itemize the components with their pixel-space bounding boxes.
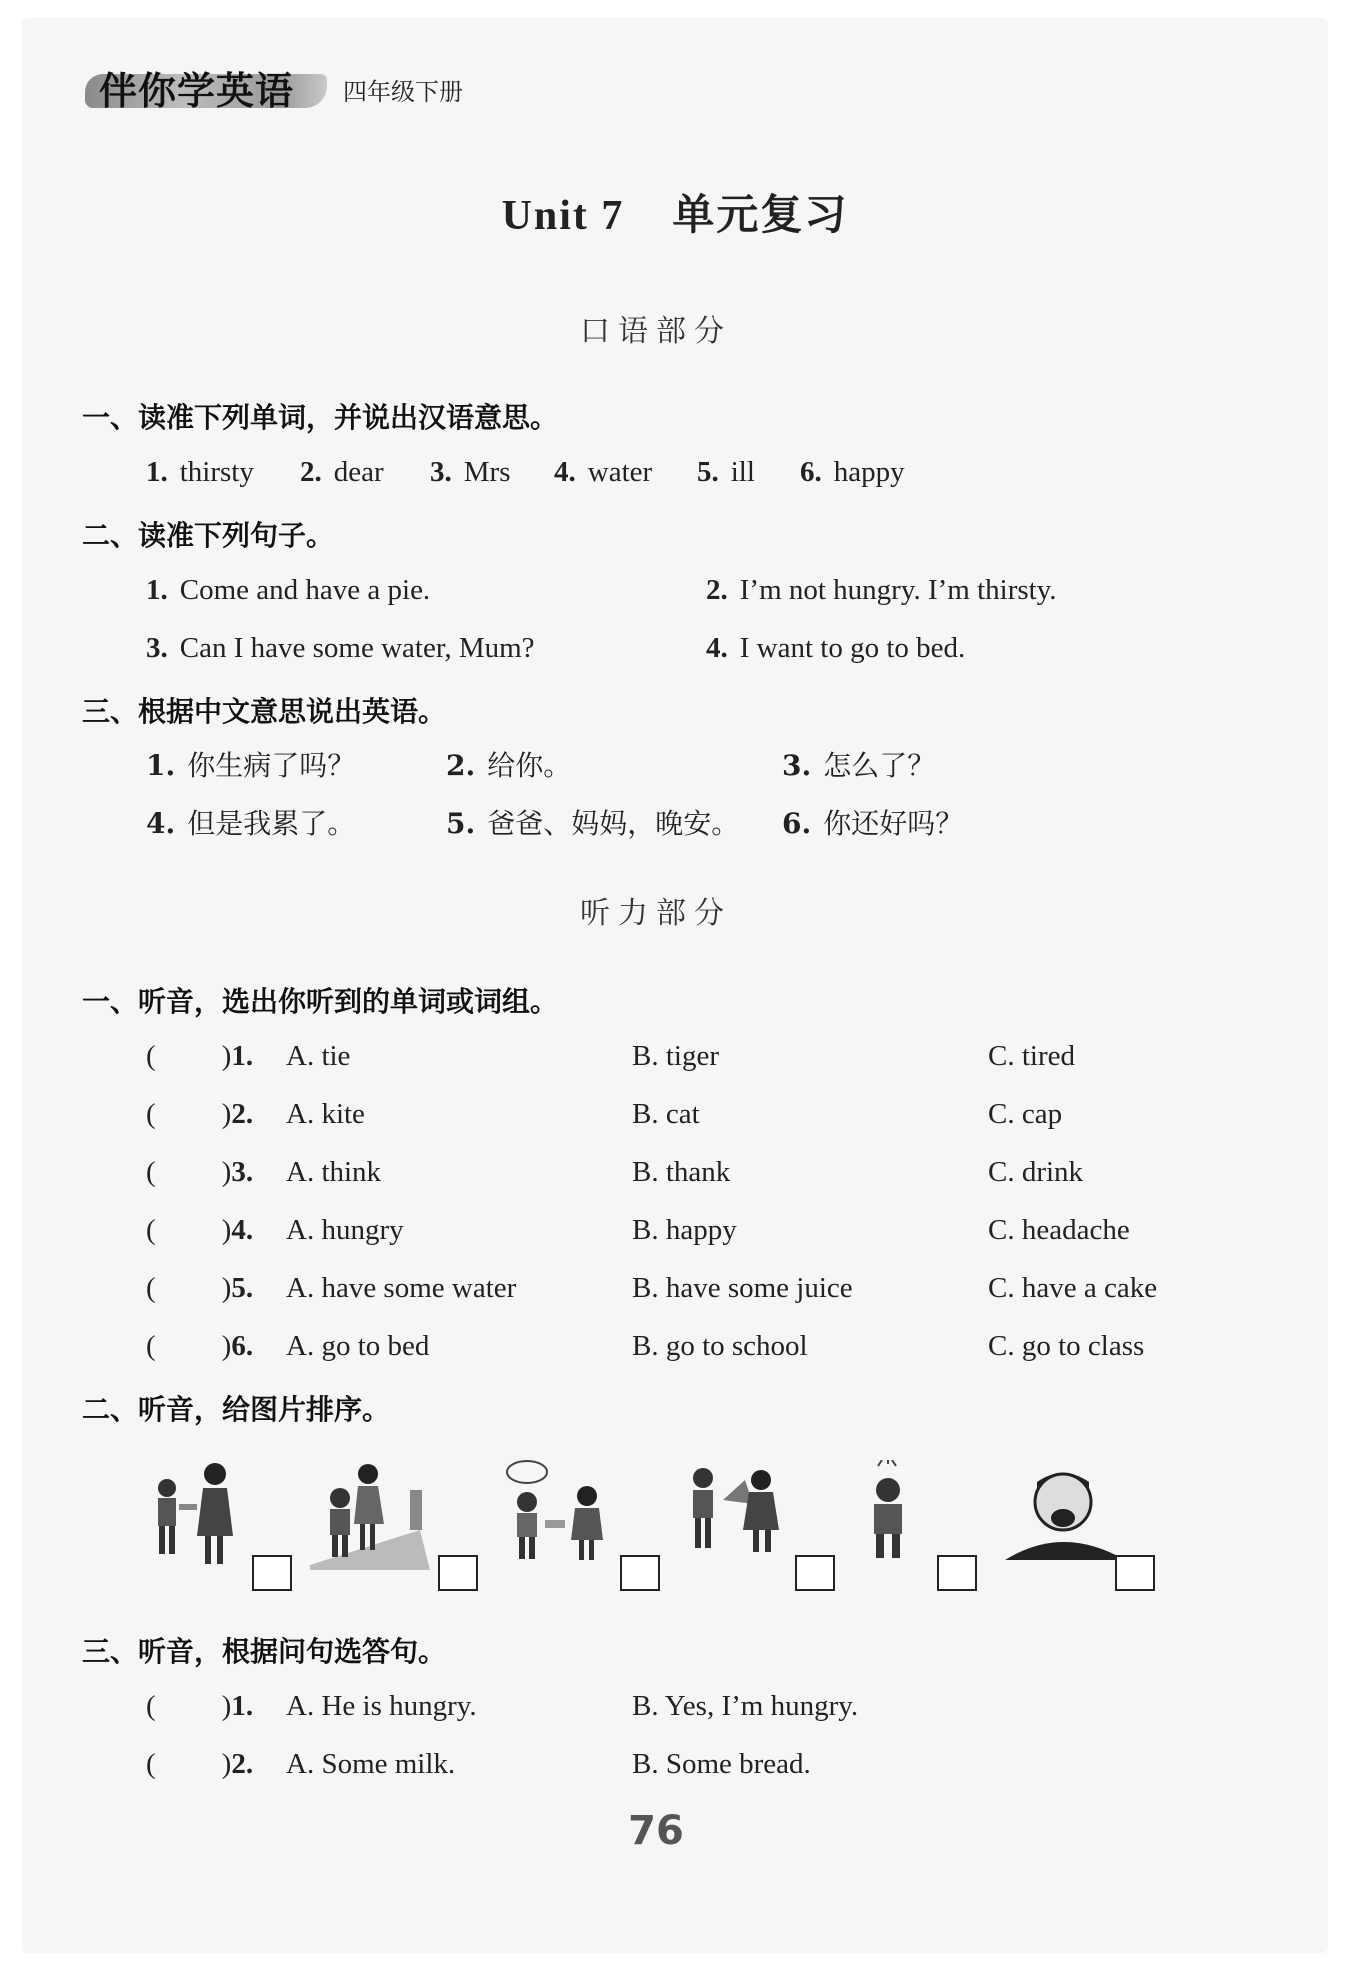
word-item: 3. Mrs: [430, 456, 511, 488]
order-box[interactable]: [252, 1555, 292, 1591]
question-row: [0, 1326, 1350, 1366]
oral-section-title: 口语部分: [580, 314, 732, 349]
translation-item: 3. 怎么了？: [782, 749, 936, 782]
translation-item: 6. 你还好吗？: [782, 807, 964, 840]
order-box[interactable]: [1115, 1555, 1155, 1591]
option-b: B. Yes, I’m hungry.: [632, 1690, 859, 1722]
translation-row: [0, 746, 1350, 786]
oral-part3-heading: 三、根据中文意思说出英语。: [82, 695, 447, 728]
option-c: C. cap: [988, 1098, 1063, 1130]
order-box[interactable]: [620, 1555, 660, 1591]
listening-section-title: 听力部分: [580, 896, 732, 931]
answer-blank[interactable]: ( )6.: [146, 1330, 254, 1362]
oral-part2-heading: 二、读准下列句子。: [82, 519, 335, 552]
question-row: [0, 1686, 1350, 1726]
option-b: B. have some juice: [632, 1272, 853, 1304]
translation-item: 4. 但是我累了。: [146, 807, 356, 840]
listening-part3-heading: 三、听音，根据问句选答句。: [82, 1635, 447, 1668]
brand-title: 伴你学英语: [99, 69, 295, 113]
answer-blank[interactable]: ( )4.: [146, 1214, 254, 1246]
option-a: A. Some milk.: [286, 1748, 456, 1780]
option-a: A. go to bed: [286, 1330, 430, 1362]
option-c: C. go to class: [988, 1330, 1145, 1362]
question-row: [0, 1152, 1350, 1192]
sentence-item: 4. I want to go to bed.: [706, 632, 966, 664]
sentence-row: [0, 570, 1350, 610]
laughing-boy-icon: [995, 1460, 1135, 1570]
translation-row: [0, 804, 1350, 844]
word-item: 6. happy: [800, 456, 905, 488]
listening-part2-heading: 二、听音，给图片排序。: [82, 1393, 391, 1426]
order-box[interactable]: [438, 1555, 478, 1591]
answer-blank[interactable]: ( )1.: [146, 1690, 254, 1722]
order-box[interactable]: [795, 1555, 835, 1591]
listening-part1-heading: 一、听音，选出你听到的单词或词组。: [82, 985, 559, 1018]
word-item: 4. water: [554, 456, 653, 488]
question-row: [0, 1268, 1350, 1308]
sentence-row: [0, 628, 1350, 668]
option-b: B. tiger: [632, 1040, 719, 1072]
word-item: 2. dear: [300, 456, 384, 488]
translation-item: 1. 你生病了吗？: [146, 749, 356, 782]
word-list: [0, 452, 1350, 492]
word-item: 1. thirsty: [146, 456, 254, 488]
answer-blank[interactable]: ( )2.: [146, 1098, 254, 1130]
answer-blank[interactable]: ( )5.: [146, 1272, 254, 1304]
option-a: A. kite: [286, 1098, 365, 1130]
order-box[interactable]: [937, 1555, 977, 1591]
unit-name: 单元复习: [672, 193, 849, 239]
question-row: [0, 1744, 1350, 1784]
oral-part1-heading: 一、读准下列单词，并说出汉语意思。: [82, 401, 559, 434]
sick-boy-icon: [858, 1460, 918, 1570]
option-b: B. go to school: [632, 1330, 808, 1362]
sentence-item: 2. I’m not hungry. I’m thirsty.: [706, 574, 1057, 606]
translation-item: 5. 爸爸、妈妈，晚安。: [446, 807, 740, 840]
boy-and-girl-with-fan-icon: [675, 1460, 785, 1570]
option-c: C. tired: [988, 1040, 1075, 1072]
option-a: A. think: [286, 1156, 382, 1188]
page-number: 76: [628, 1808, 684, 1854]
word-item: 5. ill: [697, 456, 755, 488]
boy-and-mother-on-stairs-icon: [310, 1460, 430, 1570]
option-a: A. tie: [286, 1040, 351, 1072]
answer-blank[interactable]: ( )3.: [146, 1156, 254, 1188]
page-title: [0, 182, 1350, 242]
option-a: A. have some water: [286, 1272, 517, 1304]
answer-blank[interactable]: ( )2.: [146, 1748, 254, 1780]
option-b: B. Some bread.: [632, 1748, 811, 1780]
option-b: B. happy: [632, 1214, 737, 1246]
sentence-item: 1. Come and have a pie.: [146, 574, 431, 606]
option-c: C. headache: [988, 1214, 1130, 1246]
boy-and-girl-snacks-icon: [495, 1460, 615, 1570]
question-row: [0, 1036, 1350, 1076]
sentence-item: 3. Can I have some water, Mum?: [146, 632, 535, 664]
grade-label: 四年级下册: [343, 78, 463, 106]
unit-number: Unit 7: [501, 193, 625, 239]
option-b: B. cat: [632, 1098, 700, 1130]
translation-item: 2. 给你。: [446, 749, 572, 782]
option-c: C. have a cake: [988, 1272, 1158, 1304]
question-row: [0, 1210, 1350, 1250]
children-with-mother-icon: [145, 1460, 245, 1570]
option-a: A. He is hungry.: [286, 1690, 477, 1722]
option-c: C. drink: [988, 1156, 1084, 1188]
option-b: B. thank: [632, 1156, 731, 1188]
option-a: A. hungry: [286, 1214, 404, 1246]
question-row: [0, 1094, 1350, 1134]
answer-blank[interactable]: ( )1.: [146, 1040, 254, 1072]
